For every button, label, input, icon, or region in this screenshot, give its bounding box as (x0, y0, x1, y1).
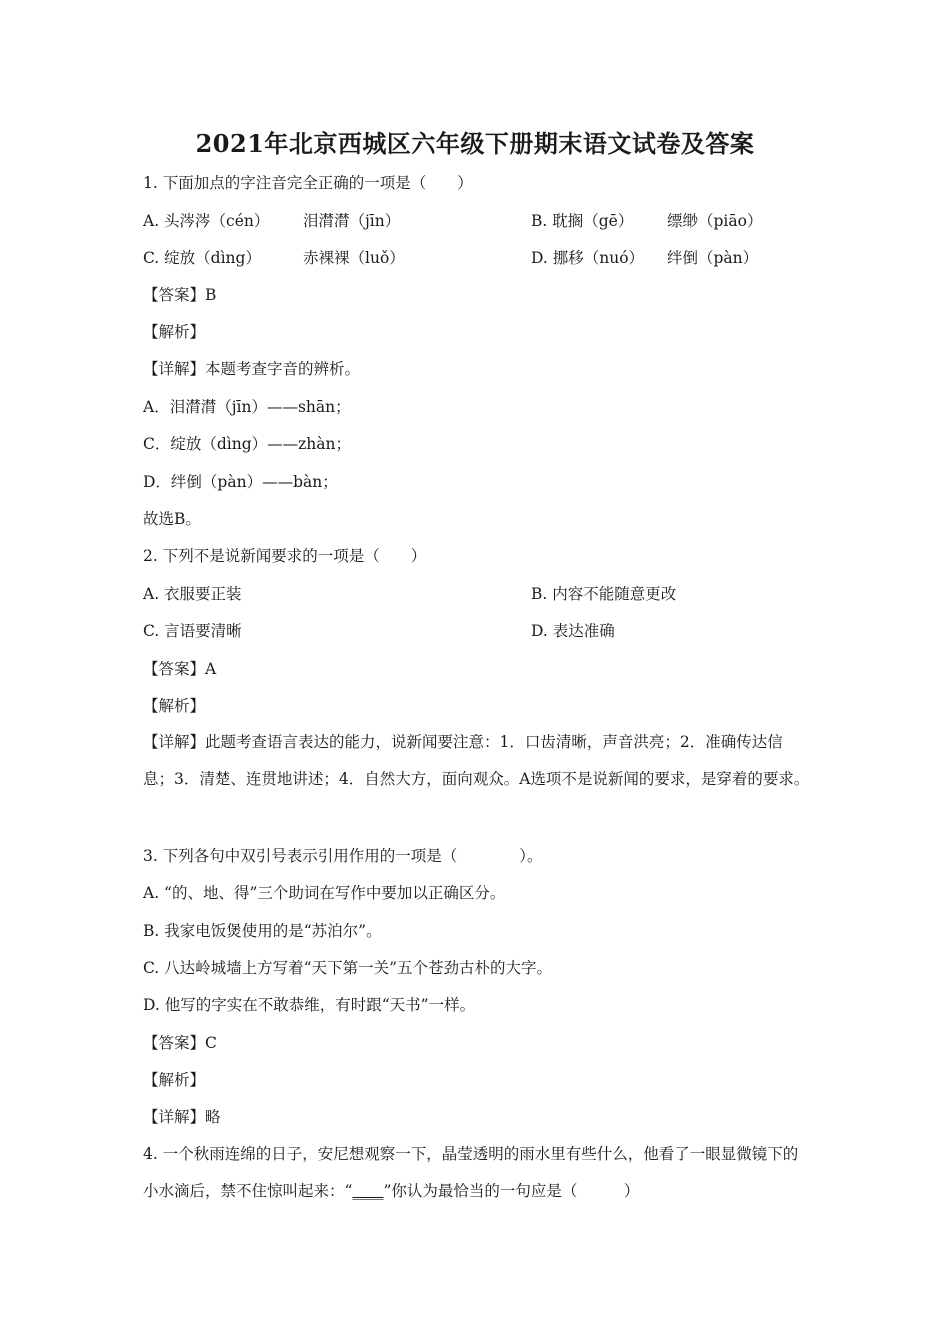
q4-stem-before: 4. 一个秋雨连绵的日子，安尼想观察一下，晶莹透明的雨水里有些什么，他看了一眼显微镜下的小水滴后，禁不住惊叫起来：“ (143, 1145, 799, 1200)
q3-detail: 【详解】略 (143, 1108, 221, 1126)
q1-option-b-2: 缥缈（piāo） (667, 212, 763, 230)
q1-option-d-1: D. 挪移（nuó） (531, 249, 645, 267)
q3-analysis-label: 【解析】 (143, 1071, 206, 1089)
q2-detail: 【详解】此题考查语言表达的能力，说新闻要注意：1．口齿清晰，声音洪亮；2．准确传达信息；3．清楚、连贯地讲述；4．自然大方，面向观众。A选项不是说新闻的要求，是穿着的要求。 (143, 733, 810, 788)
question-4-stem (143, 1136, 811, 1210)
q3-option-d: D. 他写的字实在不敢恭维，有时跟“天书”一样。 (143, 996, 476, 1014)
q2-analysis-label: 【解析】 (143, 697, 206, 715)
question-1-stem: 1. 下面加点的字注音完全正确的一项是（ ） (143, 174, 473, 192)
q1-option-a-1: A. 头涔涔（cén） (143, 212, 270, 230)
q1-option-c-1: C. 绽放（dìng） (143, 249, 261, 267)
q1-explanation-a: A．泪潸潸（jīn）——shān； (143, 398, 351, 416)
q3-answer: 【答案】C (143, 1034, 217, 1052)
q3-option-c: C. 八达岭城墙上方写着“天下第一关”五个苍劲古朴的大字。 (143, 959, 553, 977)
q3-option-a: A. “的、地、得”三个助词在写作中要加以正确区分。 (143, 884, 506, 902)
q2-option-a: A. 衣服要正装 (143, 585, 242, 603)
q1-answer: 【答案】B (143, 286, 217, 304)
q1-option-b-1: B. 耽搁（gē） (531, 212, 634, 230)
q4-stem-after: ”你认为最恰当的一句应是（ ） (383, 1182, 640, 1200)
q1-explanation-c: C．绽放（dìng）——zhàn； (143, 435, 352, 453)
q1-option-a-2: 泪潸潸（jīn） (303, 212, 401, 230)
q1-conclusion: 故选B。 (143, 510, 201, 528)
q1-option-c-2: 赤裸裸（luǒ） (303, 249, 405, 267)
q2-option-b: B. 内容不能随意更改 (531, 585, 677, 603)
question-2-stem: 2. 下列不是说新闻要求的一项是（ ） (143, 547, 427, 565)
q1-option-d-2: 绊倒（pàn） (667, 249, 759, 267)
q2-option-c: C. 言语要清晰 (143, 622, 242, 640)
q3-option-b: B. 我家电饭煲使用的是“苏泊尔”。 (143, 922, 382, 940)
q2-option-d: D. 表达准确 (531, 622, 615, 640)
q1-analysis-label: 【解析】 (143, 323, 206, 341)
q1-detail: 【详解】本题考查字音的辨析。 (143, 360, 361, 378)
q1-explanation-d: D．绊倒（pàn）——bàn； (143, 473, 338, 491)
q4-blank: ____ (352, 1182, 384, 1200)
page-title: 2021年北京西城区六年级下册期末语文试卷及答案 (195, 129, 755, 158)
question-3-stem: 3. 下列各句中双引号表示引用作用的一项是（ ）。 (143, 847, 543, 865)
q2-answer: 【答案】A (143, 660, 217, 678)
